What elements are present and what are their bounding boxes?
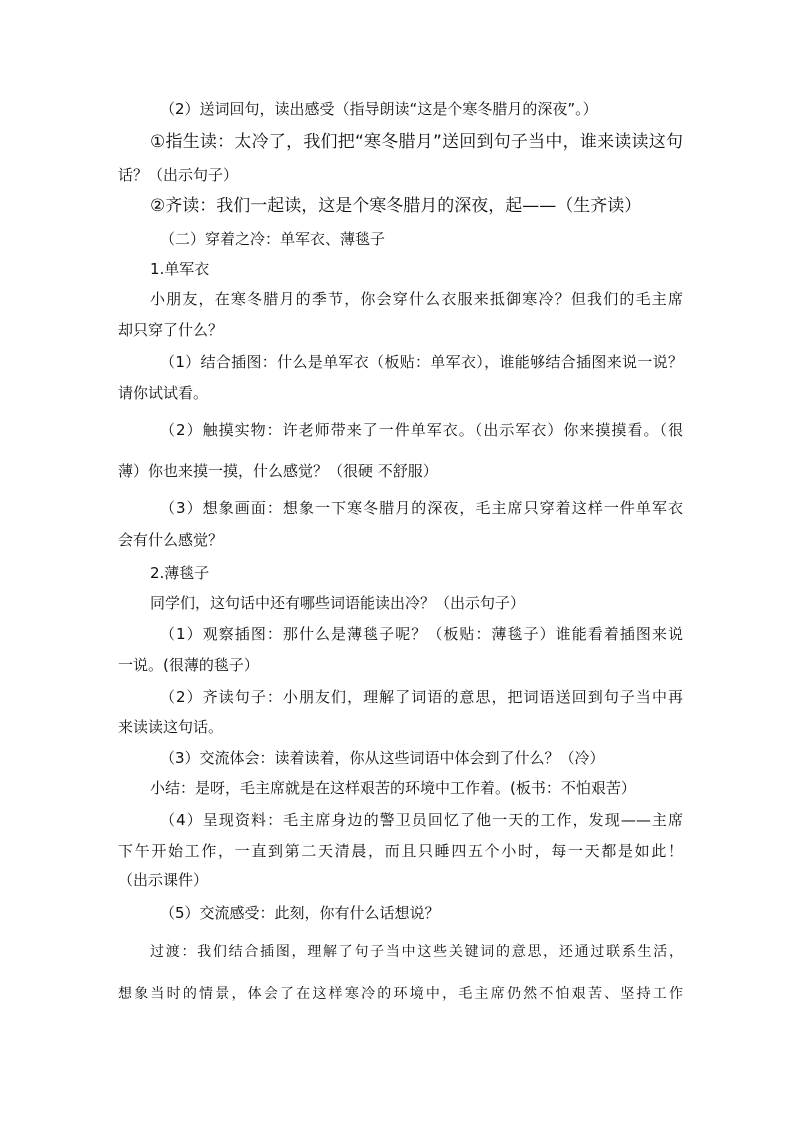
paragraph-line: （1）观察插图：那什么是薄毯子呢？（板贴：薄毯子）谁能看着插图来说 (160, 625, 683, 643)
section-heading: （二）穿着之冷：单军衣、薄毯子 (160, 230, 386, 248)
paragraph-line: 同学们，这句话中还有哪些词语能读出冷？（出示句子） (150, 594, 526, 612)
paragraph-line: （2）齐读句子：小朋友们，理解了词语的意思，把词语送回到句子当中再 (160, 688, 683, 706)
paragraph-line: 一说。(很薄的毯子） (118, 656, 259, 674)
paragraph-line: ①指生读：太冷了，我们把“寒冬腊月”送回到句子当中，谁来读读这句 (150, 132, 683, 152)
paragraph-line: 下午开始工作，一直到第二天清晨，而且只睡四五个小时，每一天都是如此！ (118, 842, 683, 860)
paragraph-line: 小朋友，在寒冬腊月的季节，你会穿什么衣服来抵御寒冷？但我们的毛主席 (150, 290, 683, 308)
subsection-heading: 2.薄毯子 (150, 564, 210, 582)
paragraph-line: 话？（出示句子） (118, 166, 239, 184)
subsection-heading: 1.单军衣 (150, 260, 210, 278)
paragraph-line: 却只穿了什么？ (118, 321, 224, 339)
paragraph-line: 请你试试看。 (118, 384, 209, 402)
paragraph-line: 薄）你也来摸一摸，什么感觉？（很硬 不舒服） (118, 462, 438, 480)
paragraph-line: （2）送词回句，读出感受（指导朗读“这是个寒冬腊月的深夜”。） (160, 100, 598, 118)
paragraph-line: （4）呈现资料：毛主席身边的警卫员回忆了他一天的工作，发现——主席 (160, 811, 683, 829)
paragraph-line: 会有什么感觉？ (118, 531, 224, 549)
paragraph-line: （2）触摸实物：许老师带来了一件单军衣。（出示军衣）你来摸摸看。（很 (160, 421, 683, 439)
paragraph-line: （3）想象画面：想象一下寒冬腊月的深夜，毛主席只穿着这样一件单军衣 (160, 499, 683, 517)
transition-line: 过渡：我们结合插图，理解了句子当中这些关键词的意思，还通过联系生活， (150, 944, 683, 960)
paragraph-line: （1）结合插图：什么是单军衣（板贴：单军衣），谁能够结合插图来说一说？ (160, 353, 683, 371)
summary-line: 小结：是呀，毛主席就是在这样艰苦的环境中工作着。(板书：不怕艰苦） (150, 779, 636, 797)
paragraph-line: 来读读这句话。 (118, 718, 224, 736)
transition-line: 想象当时的情景，体会了在这样寒冷的环境中，毛主席仍然不怕艰苦、坚持工作 (118, 986, 683, 1002)
paragraph-line: （出示课件） (118, 871, 209, 889)
paragraph-line: ②齐读：我们一起读，这是个寒冬腊月的深夜，起——（生齐读） (150, 196, 642, 216)
paragraph-line: （3）交流体会：读着读着，你从这些词语中体会到了什么？（冷） (160, 749, 605, 767)
paragraph-line: （5）交流感受：此刻，你有什么话想说？ (160, 904, 440, 922)
